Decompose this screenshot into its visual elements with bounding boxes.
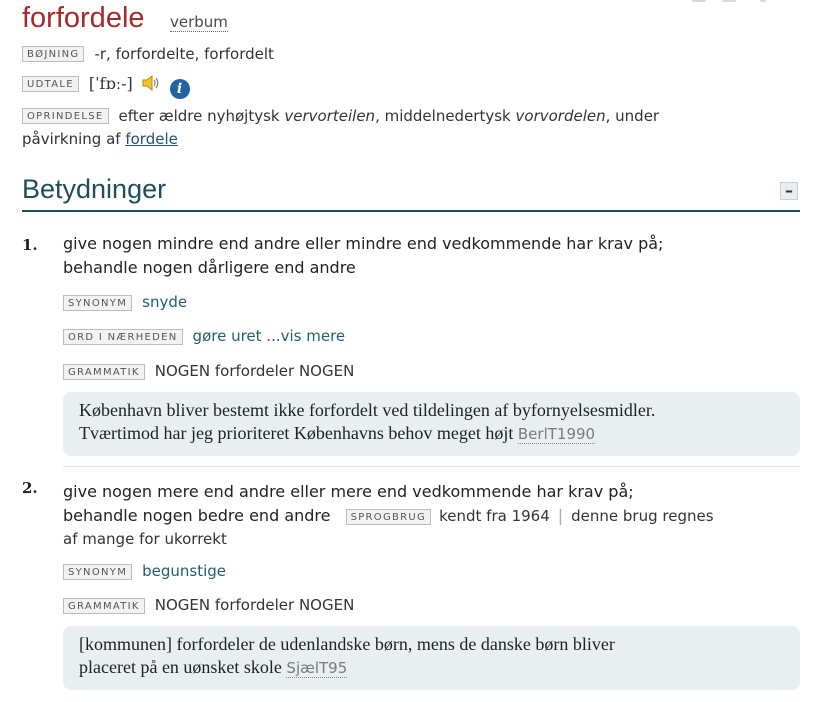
etymology-word-2: vorvordelen [515, 107, 606, 125]
etymology-row-2 [22, 128, 178, 150]
inflection-value: -r, forfordelte, forfordelt [94, 45, 274, 63]
synonym-tag: SYNONYM [63, 564, 132, 580]
usage-value-1: kendt fra 1964 [439, 507, 550, 525]
synonym-row-1 [63, 292, 187, 312]
usage-separator: | [557, 506, 564, 525]
grammar-tag: GRAMMATIK [63, 598, 145, 614]
pronunciation-row [22, 73, 190, 99]
etymology-word-1: vervorteilen [284, 107, 376, 125]
info-icon[interactable]: i [170, 79, 190, 99]
etymology-row [22, 105, 802, 127]
definition-line: give nogen mindre end andre eller mindre end vedkommende har krav på; [63, 234, 664, 253]
meaning-number-2: 2. [22, 479, 38, 497]
synonym-row-2 [63, 561, 226, 581]
section-rule [22, 210, 800, 212]
pronunciation-ipa: [ˈfɒː-] [88, 74, 133, 93]
near-words-row-1 [63, 326, 345, 346]
meaning-divider [63, 466, 800, 467]
meaning-number-1: 1. [22, 236, 38, 254]
etymology-tag: OPRINDELSE [22, 108, 109, 124]
grammar-value: NOGEN forfordeler NOGEN [154, 596, 355, 614]
meaning-definition-2 [63, 480, 800, 550]
near-words-tag: ORD I NÆRHEDEN [63, 329, 183, 345]
headword: forfordele [22, 2, 145, 34]
section-title: Betydninger [22, 174, 167, 204]
grammar-tag: GRAMMATIK [63, 364, 145, 380]
citation-line: København bliver bestemt ikke forfordelt ved tildelingen af byfornyelsesmidler. [79, 400, 656, 420]
etymology-text-4: påvirkning af [22, 130, 121, 148]
etymology-text-1: efter ældre nyhøjtysk [118, 107, 280, 125]
citation-2 [63, 626, 800, 690]
definition-line: behandle nogen bedre end andre SPROGBRUG kendt fra 1964 | denne brug regnes [63, 506, 714, 525]
meaning-definition-1 [63, 232, 663, 280]
near-words-value[interactable]: gøre uret ...vis mere [192, 327, 346, 345]
synonym-value[interactable]: snyde [142, 293, 188, 311]
etymology-link-fordele[interactable]: fordele [125, 130, 178, 148]
usage-value-3: af mange for ukorrekt [63, 530, 227, 548]
toolbar-icons [692, 0, 766, 2]
synonym-tag: SYNONYM [63, 295, 132, 311]
citation-source[interactable]: SjælT95 [286, 659, 348, 677]
citation-line: [kommunen] forfordeler de udenlandske børn, mens de danske børn bliver [79, 634, 615, 654]
usage-value-2: denne brug regnes [571, 507, 714, 525]
etymology-text-3: , under [605, 107, 660, 125]
pronunciation-tag: UDTALE [22, 76, 79, 92]
etymology-text-2: , middelnedertysk [375, 107, 511, 125]
collapse-button[interactable]: – [780, 182, 798, 200]
print-icon[interactable] [722, 0, 736, 2]
share-icon[interactable] [692, 0, 706, 2]
citation-source[interactable]: BerlT1990 [517, 425, 596, 443]
grammar-value: NOGEN forfordeler NOGEN [154, 362, 355, 380]
synonym-value[interactable]: begunstige [142, 562, 227, 580]
definition-line: give nogen mere end andre eller mere end vedkommende har krav på; [63, 482, 634, 501]
grammar-row-2 [63, 595, 354, 615]
citation-1 [63, 392, 800, 456]
definition-line: behandle nogen dårligere end andre [63, 258, 356, 277]
citation-line: Tværtimod har jeg prioriteret Københavns behov meget højt BerlT1990 [79, 423, 596, 443]
grammar-row-1 [63, 361, 354, 381]
usage-tag: SPROGBRUG [346, 509, 432, 525]
part-of-speech[interactable]: verbum [170, 13, 228, 31]
inflection-row [22, 43, 274, 65]
menu-icon[interactable] [760, 0, 766, 2]
speaker-icon[interactable] [142, 75, 160, 97]
inflection-tag: BØJNING [22, 46, 84, 62]
citation-line: placeret på en uønsket skole SjælT95 [79, 657, 348, 677]
